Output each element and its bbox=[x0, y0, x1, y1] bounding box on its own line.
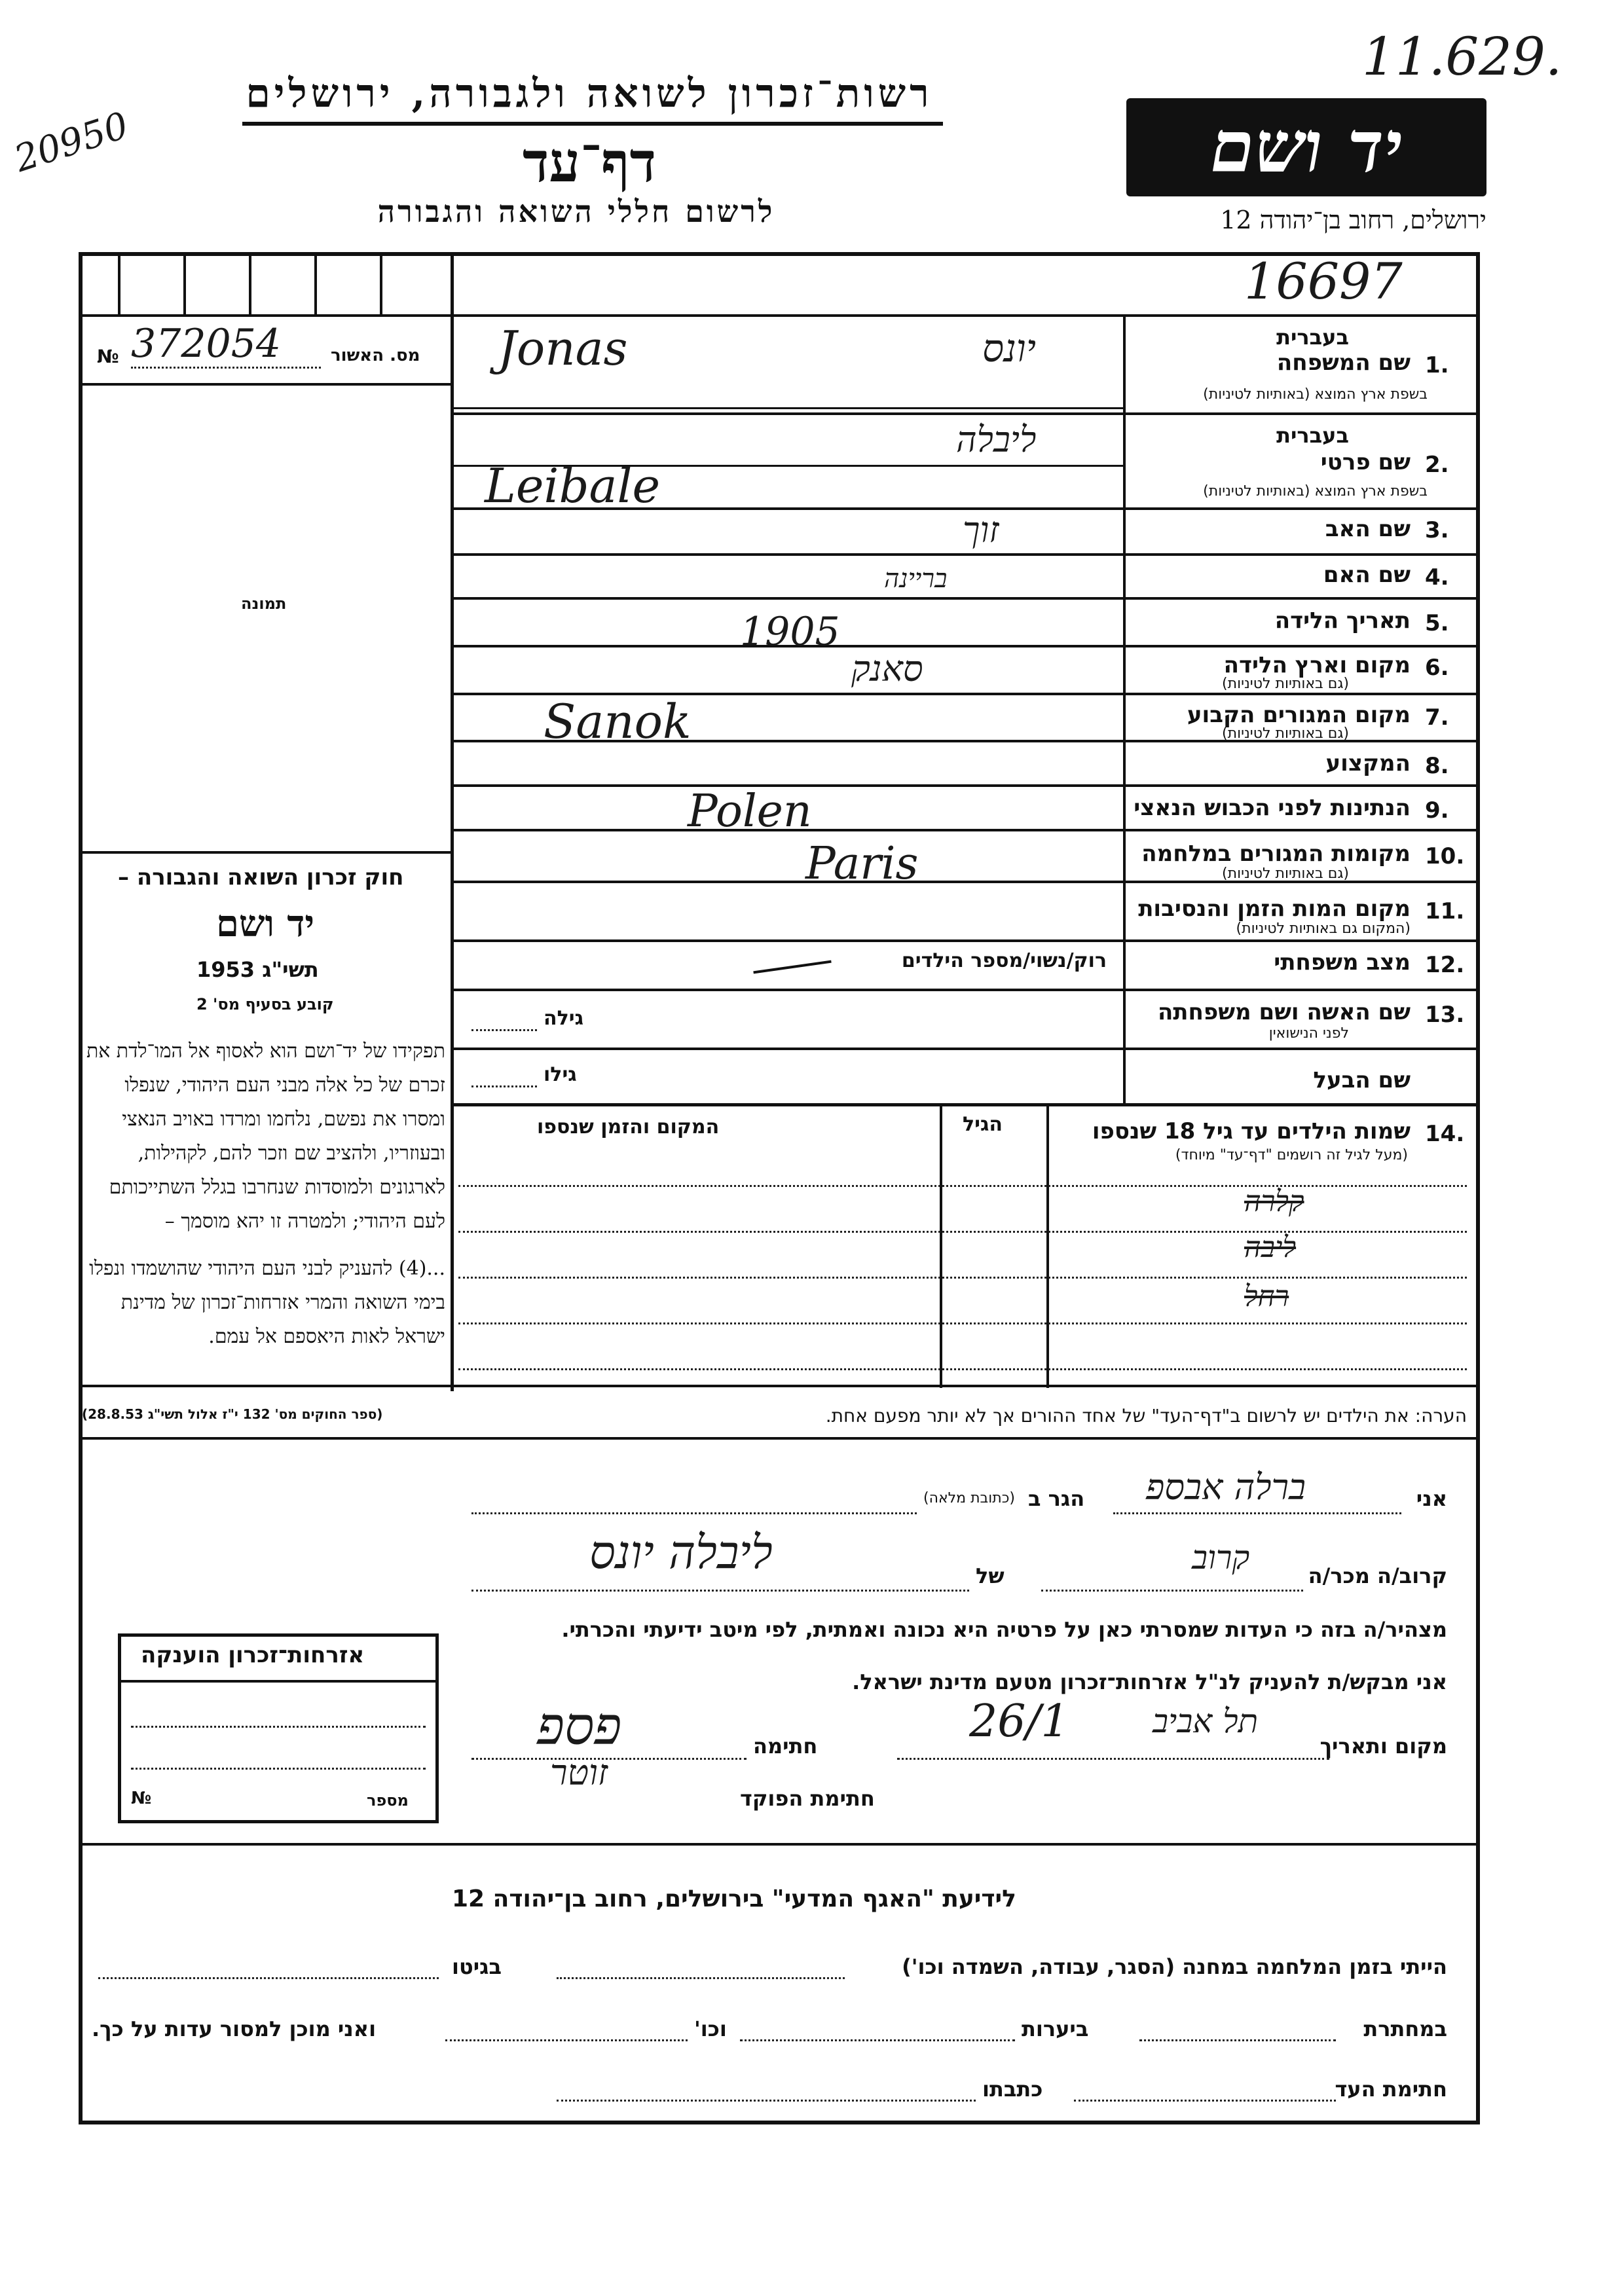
approval-no-mark: № bbox=[97, 346, 119, 367]
decl-line1-mid: הגר ב bbox=[1028, 1486, 1085, 1511]
corner-handwritten-number: 11.629. bbox=[1362, 26, 1562, 87]
place-value[interactable]: תל אביב bbox=[1153, 1702, 1259, 1740]
decl-line2-prefix: קרוב/ה מכר/ה bbox=[1308, 1563, 1447, 1588]
field-10-sub: (גם באותיות לטיניות) bbox=[1222, 866, 1349, 882]
field-11-label: מקום המות הזמן והנסיבות bbox=[1138, 896, 1411, 922]
field-2-label: שם פרטי bbox=[1320, 449, 1411, 475]
field-5-value[interactable]: 1905 bbox=[740, 609, 840, 655]
field-13-label: שם האשה ושם משפחתה bbox=[1157, 999, 1411, 1025]
official-signature-value[interactable]: זוטר bbox=[550, 1752, 608, 1793]
field-1-sub: בשפת ארץ המוצא (באותיות לטיניות) bbox=[1203, 386, 1428, 403]
field-4-number: 4. bbox=[1425, 564, 1449, 591]
decl-line2-mid: של bbox=[976, 1563, 1005, 1588]
field-1-value-latin[interactable]: Jonas bbox=[498, 321, 628, 376]
decl-line1-value[interactable]: ברלה אבספ bbox=[1146, 1467, 1306, 1508]
field-3-number: 3. bbox=[1425, 517, 1449, 543]
approval-label: מס. האשור bbox=[331, 346, 420, 365]
law-paragraph-1: תפקידו של יד־ושם הוא לאסוף אל המו־לדת את זכרם של כל אלה מבני העם היהודי, שנפלו ומסרו את נפשם, נלחמו ומרדו באויב הנאצי ובעוזריו, ולהציב שם וזכר להם, לקהילות, לארגונים ולמוסדות שנחרבו בגלל השתייכותם לעם היהודי; ולמטרה זו יהא מוסמך – bbox=[86, 1040, 445, 1233]
law-name: יד ושם bbox=[215, 902, 315, 945]
org-title-underline bbox=[242, 122, 943, 126]
footer-camp-label: הייתי בזמן המלחמה במחנה (הסגר, עבודה, השמדה וכו') bbox=[902, 1954, 1447, 1979]
yad-vashem-logo bbox=[1126, 98, 1486, 196]
field-11-number: 11. bbox=[1425, 898, 1465, 924]
field-8-number: 8. bbox=[1425, 753, 1449, 779]
children-note: הערה: את הילדים יש לרשום ב"דף־העד" של אחד ההורים אך לא יותר מפעם אחת. bbox=[825, 1405, 1467, 1427]
field-9-value[interactable]: Polen bbox=[688, 786, 812, 837]
footer-address-label: כתבתו bbox=[982, 2077, 1043, 2102]
children-col-place: המקום והזמן שנספו bbox=[537, 1116, 720, 1139]
field-6-sub: (גם באותיות לטיניות) bbox=[1222, 676, 1349, 692]
signature-value[interactable]: פספ bbox=[537, 1696, 622, 1757]
husband-age-label: גילו bbox=[544, 1063, 577, 1086]
field-6-value-hebrew[interactable]: סאנק bbox=[851, 648, 923, 689]
field-2-sub: בשפת ארץ המוצא (באותיות לטיניות) bbox=[1203, 483, 1428, 500]
approval-number-value: 372054 bbox=[131, 321, 282, 367]
husband-label: שם הבעל bbox=[1313, 1067, 1411, 1093]
field-2-value-hebrew[interactable]: ליבלה bbox=[956, 419, 1037, 460]
signature-label: חתימה bbox=[753, 1734, 818, 1758]
field-5-label: תאריך הלידה bbox=[1274, 608, 1411, 634]
decl-line3: מצהיר/ה בזה כי העדות שמסרתי כאן על פרטיה היא נכונה ואמתית, לפי מיטב ידיעתי והכרתי. bbox=[561, 1617, 1447, 1642]
field-1-value-hebrew[interactable]: יונס bbox=[982, 326, 1036, 371]
field-13-sub: לפני הנישואין bbox=[1268, 1025, 1349, 1042]
date-value[interactable]: 26/1 bbox=[969, 1696, 1069, 1747]
field-10-number: 10. bbox=[1425, 843, 1465, 869]
logo-text: יד ושם bbox=[1210, 106, 1403, 189]
field-7-sub: (גם באותיות לטיניות) bbox=[1222, 725, 1349, 742]
field-3-value[interactable]: זוך bbox=[963, 509, 999, 551]
law-source: (ספר החוקים מס' 132 י"ז אלול תשי"ג 28.8.53) bbox=[82, 1406, 383, 1422]
field-14-number: 14. bbox=[1425, 1121, 1465, 1147]
field-6-value-latin[interactable]: Sanok bbox=[544, 694, 692, 749]
decl-line1-suffix: (כתובת מלאה) bbox=[923, 1490, 1015, 1506]
law-title: חוק זכרון השואה והגבורה – bbox=[118, 864, 404, 890]
label-column-divider bbox=[1123, 314, 1126, 1106]
left-column-divider bbox=[451, 252, 454, 1391]
field-11-sub: (המקום גם באותיות לטיניות) bbox=[1236, 920, 1411, 937]
field-12-label: מצב משפחתי bbox=[1274, 949, 1411, 975]
child-1-crossed[interactable]: קלרה bbox=[1244, 1185, 1304, 1218]
footer-heading: לידיעת "האגף המדעי" בירושלים, רחוב בן־יהודה 12 bbox=[452, 1886, 1016, 1912]
child-2-crossed[interactable]: ליבה bbox=[1244, 1231, 1297, 1264]
law-paragraph-2: ...(4) להעניק לבני העם היהודי שהושמדו ונפלו בימי השואה והמרי אזרחות־זכרון של מדינת ישראל לאות היאספם אל עמם. bbox=[89, 1257, 445, 1348]
law-clause: קובע בסעיף מס' 2 bbox=[196, 995, 334, 1013]
record-handwritten-number: 16697 bbox=[1244, 252, 1403, 310]
footer-underground-label: במחתרת bbox=[1363, 2016, 1447, 2041]
field-9-number: 9. bbox=[1425, 797, 1449, 824]
memorial-box-number-label: מספר bbox=[367, 1791, 409, 1810]
field-2-hebrew-tag: בעברית bbox=[1276, 423, 1349, 448]
footer-willing-label: ואני מוכן למסור עדות על כך. bbox=[92, 2016, 377, 2041]
field-14-label: שמות הילדים עד גיל 18 שנספו bbox=[1092, 1118, 1411, 1144]
header-address: ירושלים, רחוב בן־יהודה 12 bbox=[1220, 206, 1486, 234]
field-12-options[interactable]: רוק/נשוי/מספר הילדים bbox=[901, 949, 1107, 972]
field-9-label: הנתינות לפני הכבוש הנאצי bbox=[1134, 795, 1411, 821]
field-14-sub: (מעל לגיל זה רושמים "דף־עד" מיוחד) bbox=[1175, 1147, 1408, 1163]
field-6-number: 6. bbox=[1425, 655, 1449, 681]
footer-ghetto-label: בגיטו bbox=[452, 1954, 502, 1979]
form-subtitle: לרשום חללי השואה והגבורה bbox=[377, 194, 775, 229]
children-col-age: הגיל bbox=[963, 1113, 1003, 1136]
field-4-label: שם האם bbox=[1323, 562, 1411, 588]
decl-line2-value[interactable]: ליבלה יונס bbox=[589, 1525, 773, 1579]
memorial-box-title: אזרחות־זכרון הוענקה bbox=[141, 1642, 365, 1668]
form-title: דף־עד bbox=[522, 130, 656, 194]
field-1-label: שם המשפחה bbox=[1276, 350, 1411, 376]
field-7-number: 7. bbox=[1425, 704, 1449, 731]
decl-line2-relation[interactable]: קרוב bbox=[1192, 1539, 1250, 1576]
field-7-label: מקום המגורים הקבוע bbox=[1187, 702, 1411, 728]
footer-forests-label: ביערות bbox=[1022, 2016, 1089, 2041]
decl-line1-prefix: אני bbox=[1416, 1486, 1447, 1511]
field-1-hebrew-tag: בעברית bbox=[1276, 325, 1349, 350]
field-3-label: שם האב bbox=[1325, 516, 1411, 542]
memorial-box-no-mark: № bbox=[131, 1789, 152, 1808]
field-2-value-latin[interactable]: Leibale bbox=[485, 458, 661, 513]
field-6-label: מקום וארץ הלידה bbox=[1223, 652, 1411, 678]
field-13-number: 13. bbox=[1425, 1002, 1465, 1028]
field-12-number: 12. bbox=[1425, 952, 1465, 978]
org-title: רשות־זכרון לשואה ולגבורה, ירושלים bbox=[246, 71, 933, 117]
field-4-value[interactable]: בריינה bbox=[884, 564, 948, 594]
place-date-label: מקום ותאריך bbox=[1320, 1734, 1447, 1758]
field-2-number: 2. bbox=[1425, 452, 1449, 478]
field-10-value[interactable]: Paris bbox=[805, 838, 919, 890]
footer-etc-label: וכו' bbox=[694, 2016, 727, 2041]
field-8-label: המקצוע bbox=[1325, 750, 1411, 776]
field-13-age-label: גילה bbox=[544, 1007, 583, 1030]
official-signature-label: חתימת הפוקד bbox=[740, 1786, 875, 1811]
field-10-label: מקומות המגורים במלחמה bbox=[1141, 841, 1411, 867]
left-handwritten-number: 20950 bbox=[9, 104, 134, 181]
law-year: תשי"ג 1953 bbox=[196, 957, 319, 982]
child-3-crossed[interactable]: רחל bbox=[1244, 1280, 1289, 1313]
field-1-number: 1. bbox=[1425, 352, 1449, 378]
photo-label: תמונה bbox=[241, 594, 287, 613]
field-5-number: 5. bbox=[1425, 610, 1449, 636]
decl-line4: אני מבקש/ת להעניק לנ"ל אזרחות־זכרון מטעם מדינת ישראל. bbox=[852, 1669, 1447, 1694]
footer-witness-signature-label: חתימת העד bbox=[1335, 2077, 1447, 2102]
